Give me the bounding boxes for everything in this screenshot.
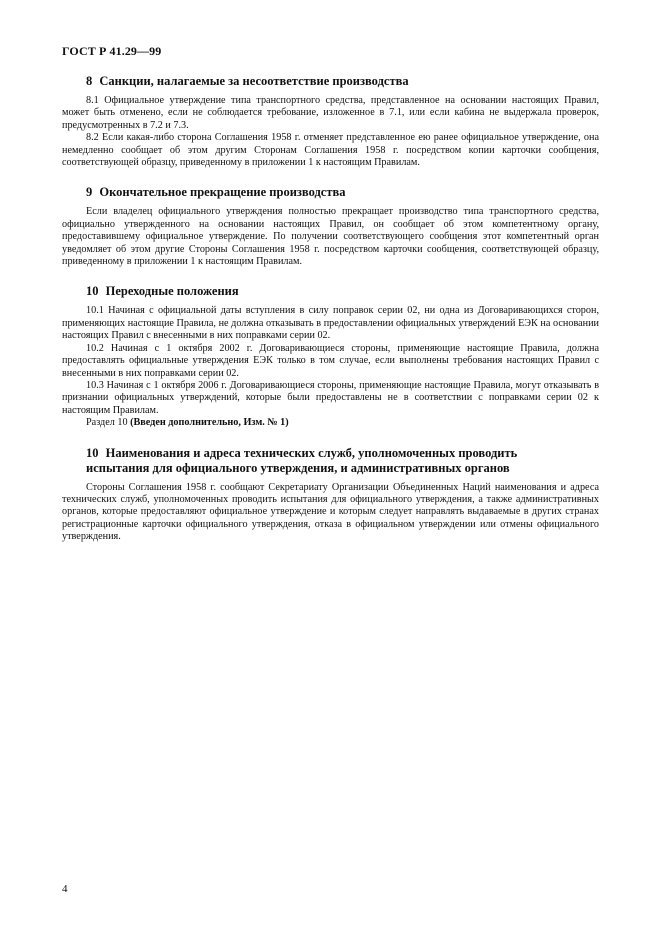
section-heading [86,284,599,299]
section-number: 9 [86,185,93,200]
section-title-line-1: Наименования и адреса технических служб, уполномоченных проводить [105,445,518,460]
amendment-note-text: (Введен дополнительно, Изм. № 1) [130,417,289,429]
paragraph-10-1: 10.1 Начиная с официальной даты вступления в силу поправок серии 02, ни одна из Договаривающихся сторон, применяющих настоящие Правила, не должна отказывать в предоставлении официальных утверждений ЕЭК на основании настоящих Правил с внесенными в них поправками серии 02. [62,305,599,342]
section-title: Переходные положения [105,284,239,299]
section-title: Санкции, налагаемые за несоответствие производства [99,74,409,88]
paragraph-8-1: 8.1 Официальное утверждение типа транспортного средства, представленное на основании настоящих Правил, может быть отменено, если не соблюдается требование, изложенное в 7.1, или если кабина не выдержала проверок, предусмотренных в 7.2 и 7.3. [62,95,599,131]
amendment-note-prefix: Раздел 10 [86,417,128,429]
section-number: 8 [86,74,93,88]
section-title: Окончательное прекращение производства [99,185,346,200]
section-heading [86,74,599,89]
paragraph-10-3: 10.3 Начиная с 1 октября 2006 г. Договаривающиеся стороны, применяющие настоящие Правила, могут отказывать в признании официальных утверждений, которые были предоставлены не в соответствии с поправками серии 02 к настоящим Правилам. [62,379,599,416]
document-body [62,74,599,560]
section-title-line-2: испытания для официального утверждения, и административных органов [86,460,510,475]
section-number: 10 [86,284,99,299]
section-heading [86,185,599,200]
paragraph-9: Если владелец официального утверждения полностью прекращает производство типа транспортного средства, официально утвержденного на основании настоящих Правил, он сообщает об этом компетентному органу, предоставившему официальное утверждение. По получении соответствующего сообщения этот компетентный орган уведомляет об этом другие Стороны Соглашения 1958 г. посредством карточки сообщения, соответствующей образцу, приведенному в приложении 1 к настоящим Правилам. [62,206,599,268]
paragraph-technical-services: Стороны Соглашения 1958 г. сообщают Секретариату Организации Объединенных Наций наименования и адреса технических служб, уполномоченных проводить испытания для официального утверждения, а также административных органов, которые предоставляют официальное утверждение и которым следует направлять выдаваемые в других странах регистрационные карточки официального утверждения, отказа в официальном утверждении или отмены официального утверждения. [62,481,599,543]
section-8 [62,74,599,169]
section-number: 10 [86,445,99,460]
paragraph-8-2: 8.2 Если какая-либо сторона Соглашения 1958 г. отменяет представленное ею ранее официальное утверждение, она немедленно сообщает об этом другим Сторонам Соглашения 1958 г. посредством копии карточки сообщения, соответствующей образцу, приведенному в приложении 1 к настоящим Правилам. [62,132,599,169]
page-number: 4 [62,883,68,895]
paragraph-10-2: 10.2 Начиная с 1 октября 2002 г. Договаривающиеся стороны, применяющие настоящие Правила, должна предоставлять официальные утверждения ЕЭК только в том случае, если выполнены требования настоящих Правил с внесенными в них поправками серии 02. [62,342,599,379]
amendment-note [62,417,599,429]
document-code: ГОСТ Р 41.29—99 [62,44,162,58]
section-10 [62,284,599,429]
section-10-technical-services [62,446,599,544]
section-9 [62,185,599,268]
section-heading [86,446,599,476]
